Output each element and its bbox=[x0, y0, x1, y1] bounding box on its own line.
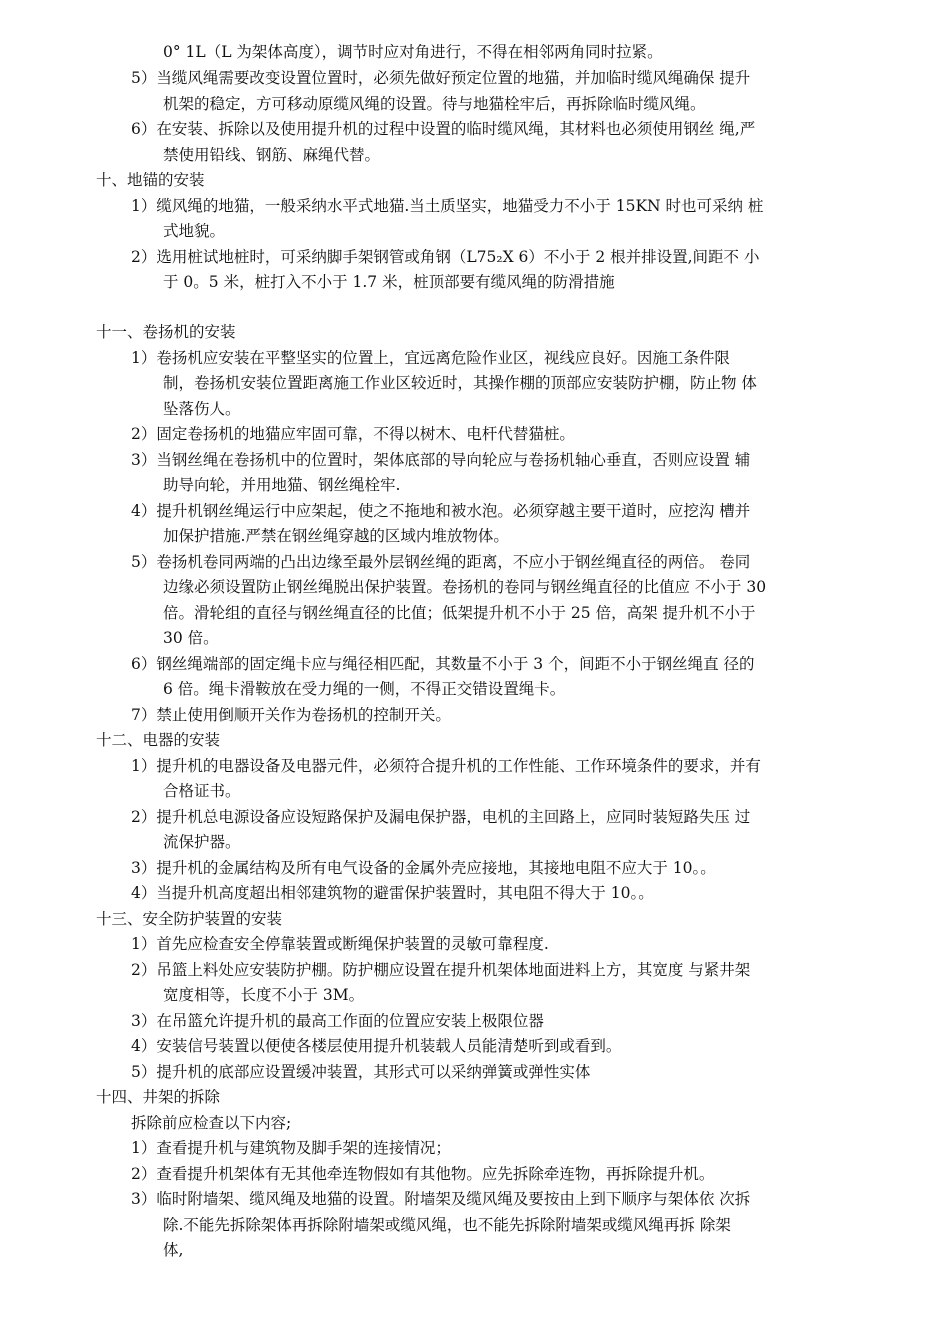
text-line: 制，卷扬机安装位置距离施工作业区较近时，其操作棚的顶部应安装防护棚，防止物 体 bbox=[163, 374, 757, 392]
section-heading: 十一、卷扬机的安装 bbox=[96, 323, 236, 341]
text-line: 机架的稳定，方可移动原缆风绳的设置。待与地猫栓牢后，再拆除临时缆风绳。 bbox=[163, 95, 706, 113]
list-item: 3）临时附墙架、缆风绳及地猫的设置。附墙架及缆风绳及要按由上到下顺序与架体依 次拆 bbox=[131, 1190, 751, 1208]
text-line: 合格证书。 bbox=[163, 782, 241, 800]
list-item: 2）查看提升机架体有无其他牵连物假如有其他物。应先拆除牵连物，再拆除提升机。 bbox=[131, 1165, 715, 1183]
text-line: 边缘必须设置防止钢丝绳脱出保护装置。卷扬机的卷同与钢丝绳直径的比值应 不小于 30 bbox=[163, 578, 767, 596]
text-line: 禁使用铅线、钢筋、麻绳代替。 bbox=[163, 146, 381, 164]
text-line: 体, bbox=[163, 1241, 184, 1259]
text-line: 0° 1L（L 为架体高度），调节时应对角进行，不得在相邻两角同时拉紧。 bbox=[163, 43, 663, 61]
list-item: 2）固定卷扬机的地猫应牢固可靠，不得以树木、电杆代替猫桩。 bbox=[131, 425, 575, 443]
section-heading: 十四、井架的拆除 bbox=[96, 1088, 221, 1106]
section-heading: 十二、电器的安装 bbox=[96, 731, 221, 749]
list-item: 2）选用桩试地桩时，可采纳脚手架钢管或角钢（L75₂X 6）不小于 2 根并排设置,间距不 小 bbox=[131, 248, 760, 266]
text-line: 30 倍。 bbox=[163, 629, 219, 647]
text-line: 加保护措施.严禁在钢丝绳穿越的区域内堆放物体。 bbox=[163, 527, 509, 545]
list-item: 3）在吊篮允许提升机的最高工作面的位置应安装上极限位器 bbox=[131, 1012, 544, 1030]
list-item: 4）安装信号装置以便使各楼层使用提升机装载人员能清楚听到或看到。 bbox=[131, 1037, 622, 1055]
list-item: 6）钢丝绳端部的固定绳卡应与绳径相匹配，其数量不小于 3 个，间距不小于钢丝绳直 径的 bbox=[131, 655, 755, 673]
text-line: 于 0。5 米，桩打入不小于 1.7 米，桩顶部要有缆风绳的防滑措施 bbox=[163, 273, 615, 291]
section-heading: 十三、安全防护装置的安装 bbox=[96, 910, 283, 928]
list-item: 1）首先应检查安全停靠装置或断绳保护装置的灵敏可靠程度. bbox=[131, 935, 549, 953]
text-line: 流保护器。 bbox=[163, 833, 241, 851]
list-item: 1）提升机的电器设备及电器元件，必须符合提升机的工作性能、工作环境条件的要求，并有 bbox=[131, 757, 761, 775]
list-item: 3）提升机的金属结构及所有电气设备的金属外壳应接地，其接地电阻不应大于 10。。 bbox=[131, 859, 716, 877]
text-line: 助导向轮，并用地猫、钢丝绳栓牢. bbox=[163, 476, 401, 494]
list-item: 2）提升机总电源设备应设短路保护及漏电保护器，电机的主回路上，应同时装短路失压 过 bbox=[131, 808, 751, 826]
text-line: 坠落伤人。 bbox=[163, 400, 241, 418]
text-line: 宽度相等，长度不小于 3M。 bbox=[163, 986, 365, 1004]
list-item: 5）卷扬机卷同两端的凸出边缘至最外层钢丝绳的距离，不应小于钢丝绳直径的两倍。 卷同 bbox=[131, 553, 751, 571]
paragraph: 拆除前应检查以下内容; bbox=[131, 1114, 292, 1132]
list-item: 1）缆风绳的地猫，一般采纳水平式地猫.当土质坚实，地猫受力不小于 15KN 时也可采纳 桩 bbox=[131, 197, 764, 215]
text-line: 式地貌。 bbox=[163, 222, 226, 240]
list-item: 4）当提升机高度超出相邻建筑物的避雷保护装置时，其电阻不得大于 10。。 bbox=[131, 884, 654, 902]
list-item: 7）禁止使用倒顺开关作为卷扬机的控制开关。 bbox=[131, 706, 451, 724]
section-heading: 十、地锚的安装 bbox=[96, 171, 205, 189]
text-line: 除.不能先拆除架体再拆除附墙架或缆风绳，也不能先拆除附墙架或缆风绳再拆 除架 bbox=[163, 1216, 731, 1234]
text-line: 6 倍。绳卡滑鞍放在受力绳的一侧，不得正交错设置绳卡。 bbox=[163, 680, 566, 698]
list-item: 6）在安装、拆除以及使用提升机的过程中设置的临时缆风绳，其材料也必须使用钢丝 绳,严 bbox=[131, 120, 756, 138]
list-item: 1）查看提升机与建筑物及脚手架的连接情况； bbox=[131, 1139, 451, 1157]
list-item: 1）卷扬机应安装在平整坚实的位置上，宜远离危险作业区，视线应良好。因施工条件限 bbox=[131, 349, 730, 367]
list-item: 4）提升机钢丝绳运行中应架起，使之不拖地和被水泡。必须穿越主要干道时，应挖沟 槽并 bbox=[131, 502, 751, 520]
list-item: 2）吊篮上料处应安装防护棚。防护棚应设置在提升机架体地面进料上方，其宽度 与紧井架 bbox=[131, 961, 751, 979]
list-item: 5）当缆风绳需要改变设置位置时，必须先做好预定位置的地猫，并加临时缆风绳确保 提升 bbox=[131, 69, 751, 87]
text-line: 倍。滑轮组的直径与钢丝绳直径的比值；低架提升机不小于 25 倍，高架 提升机不小于 bbox=[163, 604, 756, 622]
list-item: 5）提升机的底部应设置缓冲装置，其形式可以采纳弹簧或弹性实体 bbox=[131, 1063, 591, 1081]
list-item: 3）当钢丝绳在卷扬机中的位置时，架体底部的导向轮应与卷扬机轴心垂直，否则应设置 辅 bbox=[131, 451, 751, 469]
